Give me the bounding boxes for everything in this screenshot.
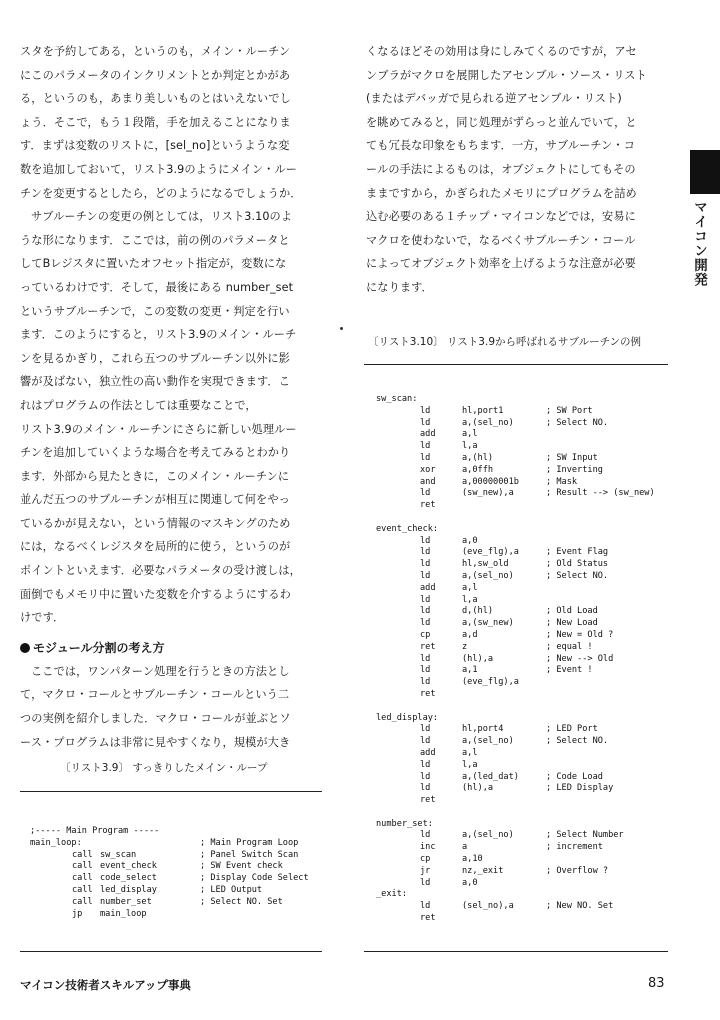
code-op: ld	[420, 830, 431, 841]
code-cm: ; Code Load	[546, 771, 603, 782]
code-line	[376, 654, 676, 666]
listing-3-10-bottom-rule	[364, 951, 668, 952]
text-line: っているわけです．そして，最後にある number_set	[20, 280, 294, 294]
code-line	[376, 736, 676, 748]
code-op: ld	[420, 618, 431, 629]
code-cm: ; Mask	[546, 476, 578, 487]
text-line: によってオブジェクト効率を上げるような注意が必要	[366, 257, 636, 271]
code-lbl: _exit:	[376, 889, 408, 900]
code-line	[376, 701, 676, 713]
code-arg: led_display	[100, 884, 157, 895]
code-arg: l,a	[462, 441, 478, 452]
code-line	[376, 772, 676, 784]
left-paragraph-3	[20, 660, 330, 754]
code-op: add	[420, 582, 436, 593]
code-line	[376, 418, 676, 430]
text-line: 響が及ばない，独立性の高い動作を実現できます．こ	[20, 375, 291, 389]
code-op: ld	[420, 488, 431, 499]
margin-dot	[340, 327, 343, 330]
code-line	[376, 547, 676, 559]
code-lbl: number_set:	[376, 818, 433, 829]
text-line: ールの手法によるものは，オブジェクトにしてもその	[366, 162, 636, 176]
text-line: ンを見るかぎり，これら五つのサブルーチン以外に影	[20, 351, 290, 365]
code-line	[376, 866, 676, 878]
text-line: うな形になります．ここでは，前の例のパラメータと	[20, 233, 290, 247]
code-cm: ; SW Event check	[200, 861, 283, 872]
page-number: 83	[648, 976, 665, 991]
code-line	[376, 583, 676, 595]
code-lbl: led_display:	[376, 712, 439, 723]
text-line: を眺めてみると，同じ処理がずらっと並んでいて，と	[366, 115, 637, 129]
code-cm: ; increment	[546, 842, 603, 853]
listing-3-9-code	[30, 826, 320, 920]
code-op: ld	[420, 653, 431, 664]
code-cm: ; New Load	[546, 618, 598, 629]
text-line: 込む必要のある１チップ・マイコンなどでは，安易に	[366, 210, 636, 224]
code-op: ld	[420, 535, 431, 546]
code-arg: a,d	[462, 629, 478, 640]
code-cm: ; Old Status	[546, 559, 609, 570]
code-cm: ; Select NO.	[546, 570, 609, 581]
code-line	[376, 677, 676, 689]
text-line: ままですから，かぎられたメモリにプログラムを詰め	[366, 186, 637, 200]
code-line	[376, 606, 676, 618]
code-arg: a,1	[462, 665, 478, 676]
code-line	[376, 524, 676, 536]
code-arg: main_loop	[100, 908, 147, 919]
code-arg: event_check	[100, 861, 157, 872]
code-op: ret	[420, 500, 436, 511]
code-cm: ; Result --> (sw_new)	[546, 488, 655, 499]
code-arg: (sw_new),a	[462, 488, 514, 499]
code-line	[376, 748, 676, 760]
text-line: る，というのも，あまり美しいものとはいえないでし	[20, 92, 291, 106]
code-lbl: event_check:	[376, 523, 439, 534]
code-line	[376, 901, 676, 913]
code-arg: a,(sw_new)	[462, 618, 514, 629]
code-op: ld	[420, 594, 431, 605]
code-cm: ; equal !	[546, 641, 593, 652]
right-paragraph	[366, 40, 676, 300]
code-cm: ; SW Input	[546, 452, 598, 463]
text-line: ているかが見えない，という情報のマスキングのため	[20, 516, 291, 530]
code-op: cp	[420, 854, 431, 865]
text-line: て，マクロ・コールとサブルーチン・コールという二	[20, 688, 290, 702]
code-op: jr	[420, 865, 431, 876]
text-line: 数を追加しておいて，リスト3.9のようにメイン・ルー	[20, 162, 298, 176]
code-line	[30, 897, 320, 909]
text-line: ース・プログラムは非常に見やすくなり，規模が大き	[20, 735, 291, 749]
text-line: くなるほどその効用は身にしみてくるのですが，アセ	[366, 45, 637, 58]
code-lbl: main_loop:	[30, 837, 82, 848]
code-arg: code_select	[100, 873, 157, 884]
code-op: add	[420, 429, 436, 440]
code-op: ld	[420, 452, 431, 463]
code-arg: (eve_flg),a	[462, 547, 519, 558]
code-cm: ; Select NO.	[546, 417, 609, 428]
code-line	[376, 795, 676, 807]
code-arg: a	[462, 842, 468, 853]
code-line	[376, 559, 676, 571]
code-line	[376, 889, 676, 901]
code-arg: l,a	[462, 759, 478, 770]
code-line	[30, 885, 320, 897]
code-cm: ; Old Load	[546, 606, 598, 617]
code-arg: (hl),a	[462, 653, 494, 664]
code-line	[376, 842, 676, 854]
code-line	[30, 873, 320, 885]
code-lbl: ;----- Main Program -----	[30, 826, 160, 836]
code-line	[376, 630, 676, 642]
listing-3-9-top-rule	[20, 791, 322, 792]
text-line: には，なるべくレジスタを局所的に使う，というのが	[20, 540, 291, 554]
code-arg: a,0	[462, 877, 478, 888]
code-line	[376, 807, 676, 819]
code-arg: a,0	[462, 535, 478, 546]
listing-3-10-code	[376, 394, 676, 925]
code-line	[376, 854, 676, 866]
code-arg: a,l	[462, 582, 478, 593]
text-line: れはプログラムの作法としては重要なことで，	[20, 398, 257, 412]
code-op: ld	[420, 570, 431, 581]
code-op: ret	[420, 913, 436, 924]
bullet-icon	[20, 643, 30, 653]
code-line	[376, 724, 676, 736]
code-op: ld	[420, 783, 431, 794]
code-cm: ; New --> Old	[546, 653, 614, 664]
code-line	[376, 618, 676, 630]
code-line	[30, 838, 320, 850]
code-cm: ; Event Flag	[546, 547, 609, 558]
code-op: ld	[420, 877, 431, 888]
code-line	[376, 536, 676, 548]
listing-3-10-caption: 〔リスト3.10〕 リスト3.9から呼ばれるサブルーチンの例	[368, 336, 642, 348]
code-cm: ; Event !	[546, 665, 593, 676]
code-arg: hl,port1	[462, 405, 504, 416]
code-op: call	[72, 849, 93, 860]
footer-title: マイコン技術者スキルアップ事典	[20, 978, 191, 992]
section-heading-text: モジュール分割の考え方	[33, 640, 165, 655]
code-op: xor	[420, 464, 436, 475]
code-op: ld	[420, 759, 431, 770]
left-column	[20, 40, 330, 754]
code-cm: ; Select NO. Set	[200, 896, 283, 907]
code-line	[376, 760, 676, 772]
code-arg: sw_scan	[100, 849, 137, 860]
text-line: チンを変更するとしたら，どのようになるでしょうか．	[20, 186, 302, 200]
code-line	[30, 850, 320, 862]
code-line	[376, 819, 676, 831]
text-line: ても冗長な印象をもちます．一方，サブルーチン・コ	[366, 139, 635, 153]
code-line	[376, 453, 676, 465]
code-line	[376, 665, 676, 677]
code-arg: nz,_exit	[462, 865, 504, 876]
text-line: ます．外部から見たときに，このメイン・ルーチンに	[20, 469, 290, 483]
code-line	[30, 909, 320, 921]
code-op: add	[420, 747, 436, 758]
code-op: ld	[420, 724, 431, 735]
code-op: ld	[420, 665, 431, 676]
side-title: マイコン開発	[691, 200, 707, 287]
code-line	[376, 913, 676, 925]
code-line	[376, 512, 676, 524]
code-line	[376, 830, 676, 842]
code-arg: number_set	[100, 896, 152, 907]
code-cm: ; Overflow ?	[546, 865, 609, 876]
code-arg: a,(led_dat)	[462, 771, 519, 782]
code-arg: a,10	[462, 854, 483, 865]
chapter-tab	[690, 150, 720, 194]
code-op: ld	[420, 736, 431, 747]
code-op: ld	[420, 771, 431, 782]
left-paragraph-1	[20, 40, 330, 205]
code-line	[30, 826, 320, 838]
text-line: けです．	[20, 611, 65, 625]
code-op: call	[72, 873, 93, 884]
code-cm: ; New = Old ?	[546, 629, 614, 640]
code-arg: (hl),a	[462, 783, 494, 794]
code-op: jp	[72, 908, 83, 919]
code-arg: hl,sw_old	[462, 559, 509, 570]
text-line: になります．	[366, 280, 433, 294]
text-line: ょう．そこで，もう１段階，手を加えることになりま	[20, 115, 291, 129]
code-line	[376, 783, 676, 795]
code-arg: z	[462, 641, 468, 652]
text-line: す．まずは変数のリストに，[sel_no]というような変	[20, 139, 290, 153]
text-line: ここでは，ワンパターン処理を行うときの方法とし	[31, 664, 290, 678]
code-op: ld	[420, 417, 431, 428]
code-arg: a,(sel_no)	[462, 830, 514, 841]
code-cm: ; Panel Switch Scan	[200, 849, 299, 860]
code-op: ld	[420, 677, 431, 688]
text-line: ンブラがマクロを展開したアセンブル・ソース・リスト	[366, 68, 647, 82]
code-cm: ; Select NO.	[546, 736, 609, 747]
code-arg: a,00000001b	[462, 476, 519, 487]
text-line: 面倒でもメモリ中に置いた変数を介するようにするわ	[20, 587, 291, 601]
code-lbl: sw_scan:	[376, 394, 418, 404]
text-line: にこのパラメータのインクリメントとか判定とかがあ	[20, 68, 291, 82]
code-arg: a,(hl)	[462, 452, 494, 463]
code-cm: ; Select Number	[546, 830, 624, 841]
code-cm: ; Main Program Loop	[200, 837, 299, 848]
text-line: マクロを使わないで，なるべくサブルーチン・コール	[366, 233, 636, 247]
code-cm: ; SW Port	[546, 405, 593, 416]
code-cm: ; LED Display	[546, 783, 614, 794]
code-arg: l,a	[462, 594, 478, 605]
code-op: ld	[420, 547, 431, 558]
code-arg: hl,port4	[462, 724, 504, 735]
code-op: ret	[420, 641, 436, 652]
code-op: inc	[420, 842, 436, 853]
code-arg: d,(hl)	[462, 606, 494, 617]
listing-3-9-bottom-rule	[20, 951, 322, 952]
code-arg: a,0ffh	[462, 464, 494, 475]
code-line	[376, 595, 676, 607]
code-line	[376, 878, 676, 890]
code-arg: (sel_no),a	[462, 901, 514, 912]
code-cm: ; Inverting	[546, 464, 603, 475]
text-line: リスト3.9のメイン・ルーチンにさらに新しい処理ルー	[20, 422, 297, 436]
code-line	[376, 689, 676, 701]
code-arg: a,(sel_no)	[462, 570, 514, 581]
text-line: ます．このようにすると，リスト3.9のメイン・ルーチ	[20, 328, 297, 342]
code-op: ld	[420, 559, 431, 570]
code-op: ret	[420, 688, 436, 699]
text-line: というサブルーチンで，この変数の変更・判定を行い	[20, 304, 290, 318]
code-line	[376, 429, 676, 441]
code-op: ld	[420, 405, 431, 416]
code-arg: a,l	[462, 429, 478, 440]
text-line: スタを予約してある，というのも，メイン・ルーチン	[20, 45, 291, 58]
text-line: ポイントといえます．必要なパラメータの受け渡しは，	[20, 564, 301, 578]
code-op: ret	[420, 795, 436, 806]
code-op: cp	[420, 629, 431, 640]
listing-3-9-caption: 〔リスト3.9〕 すっきりしたメイン・ループ	[60, 762, 268, 774]
code-line	[376, 642, 676, 654]
code-line	[376, 571, 676, 583]
code-line	[30, 861, 320, 873]
text-line: サブルーチンの変更の例としては，リスト3.10のよ	[31, 210, 293, 224]
code-arg: a,(sel_no)	[462, 417, 514, 428]
code-arg: (eve_flg),a	[462, 677, 519, 688]
code-line	[376, 713, 676, 725]
code-cm: ; LED Port	[546, 724, 598, 735]
left-paragraph-2	[20, 205, 330, 630]
code-op: ld	[420, 901, 431, 912]
code-op: call	[72, 896, 93, 907]
text-line: チンを追加していくような場合を考えてみるとわかり	[20, 446, 291, 460]
code-op: ld	[420, 441, 431, 452]
code-line	[376, 488, 676, 500]
code-cm: ; Display Code Select	[200, 873, 309, 884]
code-arg: a,(sel_no)	[462, 736, 514, 747]
text-line: つの実例を紹介しました．マクロ・コールが並ぶとソ	[20, 712, 291, 726]
code-op: call	[72, 861, 93, 872]
code-op: call	[72, 884, 93, 895]
text-line: 並んだ五つのサブルーチンが相互に関連して何をやっ	[20, 493, 290, 507]
code-line	[376, 477, 676, 489]
code-line	[376, 394, 676, 406]
code-line	[376, 500, 676, 512]
code-op: ld	[420, 606, 431, 617]
listing-3-10-top-rule	[364, 364, 668, 365]
code-cm: ; LED Output	[200, 884, 263, 895]
code-arg: a,l	[462, 747, 478, 758]
code-line	[376, 465, 676, 477]
text-line: してBレジスタに置いたオフセット指定が，変数にな	[20, 257, 287, 271]
code-line	[376, 406, 676, 418]
code-cm: ; New NO. Set	[546, 901, 614, 912]
right-column	[366, 40, 676, 300]
text-line: (またはデバッガで見られる逆アセンブル・リスト)	[366, 92, 622, 106]
code-op: and	[420, 476, 436, 487]
section-heading	[20, 636, 330, 660]
code-line	[376, 441, 676, 453]
